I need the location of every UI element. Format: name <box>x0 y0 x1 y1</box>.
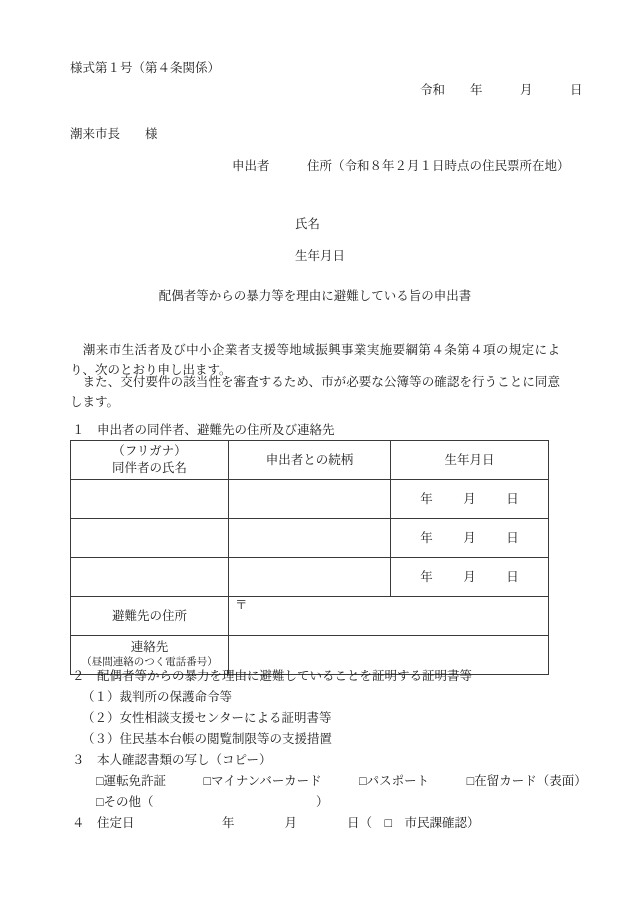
month-label: 月 <box>463 491 476 506</box>
table-header-row <box>71 441 549 480</box>
header-companion-name <box>71 441 229 480</box>
body-paragraph-2: また、交付要件の該当性を審査するため、市が必要な公簿等の確認を行うことに同意します。 <box>70 375 560 410</box>
relationship-cell[interactable] <box>229 558 391 597</box>
section-2-heading: ２ 配偶者等からの暴力を理由に避難していることを証明する証明書等 <box>72 669 473 683</box>
relationship-cell[interactable] <box>229 480 391 519</box>
year-label: 年 <box>420 530 433 545</box>
section-1-heading: １ 申出者の同伴者、避難先の住所及び連絡先 <box>72 423 335 437</box>
section-2-item-1: （１）裁判所の保護命令等 <box>82 690 233 704</box>
month-label: 月 <box>463 569 476 584</box>
form-number: 様式第１号（第４条関係） <box>70 61 221 75</box>
table-row <box>71 558 549 597</box>
section-3-other-row[interactable]: □その他（ ） <box>96 795 329 809</box>
companion-table <box>70 440 549 675</box>
birthdate-cell[interactable] <box>391 480 549 519</box>
applicant-dob-label: 生年月日 <box>295 249 346 263</box>
section-3-heading: ３ 本人確認書類の写し（コピー） <box>72 753 272 767</box>
postal-mark-icon: 〒 <box>235 598 248 612</box>
month-label: 月 <box>463 530 476 545</box>
relationship-cell[interactable] <box>229 519 391 558</box>
section-3-checkbox-row[interactable]: □運転免許証 □マイナンバーカード □パスポート □在留カード（表面） <box>96 774 587 788</box>
day-label: 日 <box>506 491 519 506</box>
birthdate-cell[interactable] <box>391 519 549 558</box>
day-label: 日 <box>506 530 519 545</box>
day-label: 日 <box>506 569 519 584</box>
applicant-name-label: 氏名 <box>295 217 321 231</box>
companion-name-cell[interactable] <box>71 558 229 597</box>
evacuation-address-row <box>71 597 549 636</box>
document-date-line: 令和 年 月 日 <box>420 83 583 97</box>
contact-label-main: 連絡先 <box>130 640 169 655</box>
page-title: 配偶者等からの暴力等を理由に避難している旨の申出書 <box>158 289 472 303</box>
companion-name-cell[interactable] <box>71 519 229 558</box>
applicant-address-line: 申出者 住所（令和８年２月１日時点の住民票所在地） <box>232 159 570 173</box>
header-relationship: 申出者との続柄 <box>229 441 391 480</box>
evacuation-address-field[interactable] <box>229 597 549 636</box>
section-2-item-3: （３）住民基本台帳の閲覧制限等の支援措置 <box>82 732 333 746</box>
evacuation-address-label: 避難先の住所 <box>71 597 229 636</box>
body-paragraph-1: 潮来市生活者及び中小企業者支援等地域振興事業実施要綱第４条第４項の規定により、次のとおり申し出ます。 <box>70 343 560 378</box>
year-label: 年 <box>420 569 433 584</box>
contact-label-note: （昼間連絡のつく電話番号） <box>81 657 218 669</box>
addressee-line: 潮来市長 様 <box>70 127 158 141</box>
header-name-label: 同伴者の氏名 <box>111 461 187 475</box>
section-2-item-2: （２）女性相談支援センターによる証明書等 <box>82 711 332 725</box>
companion-name-cell[interactable] <box>71 480 229 519</box>
header-birthdate: 生年月日 <box>391 441 549 480</box>
table-row <box>71 480 549 519</box>
year-label: 年 <box>420 491 433 506</box>
section-4-line[interactable]: ４ 住定日 年 月 日（ □ 市民課確認） <box>72 816 480 830</box>
header-furigana-label: （フリガナ） <box>112 444 187 459</box>
table-row <box>71 519 549 558</box>
birthdate-cell[interactable] <box>391 558 549 597</box>
